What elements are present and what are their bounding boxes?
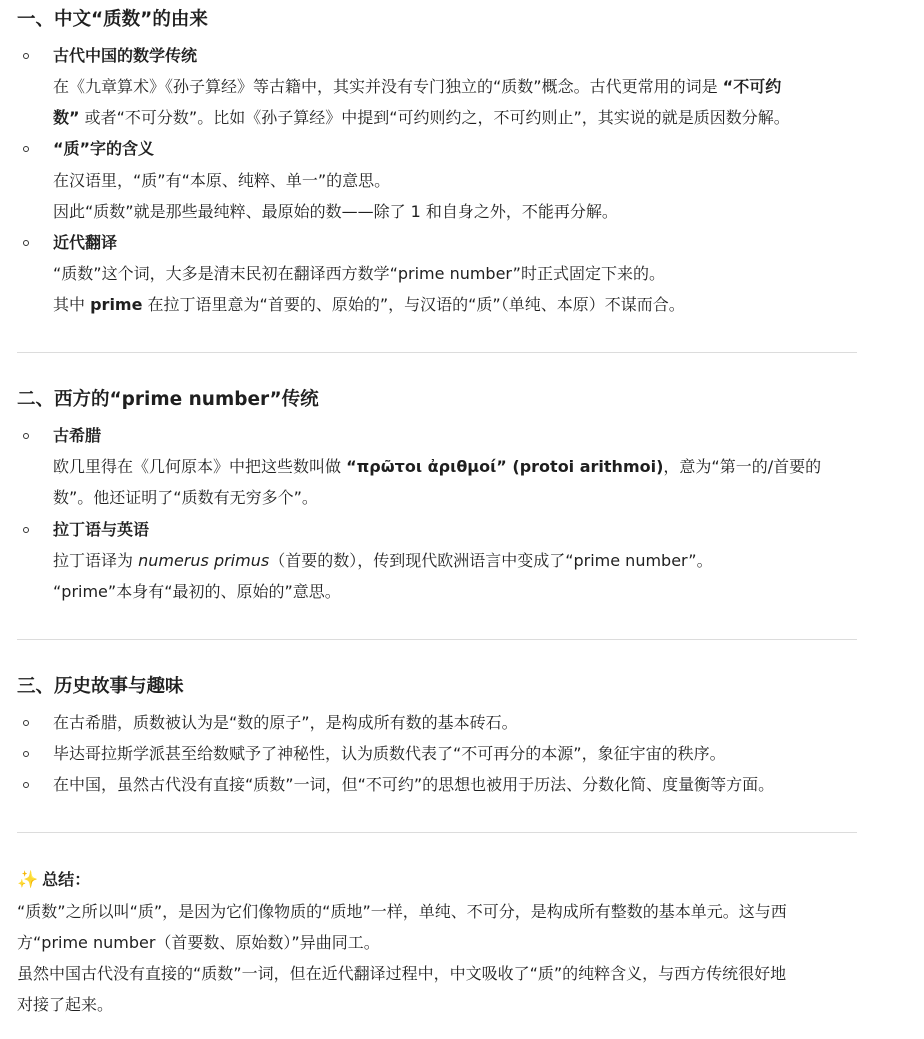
- divider: [17, 832, 857, 833]
- section-heading: 三、历史故事与趣味: [17, 676, 184, 697]
- item-text: 拉丁语译为 numerus primus（首要的数），传到现代欧洲语言中变成了“prime number”。: [53, 551, 713, 570]
- item-text: 在汉语里，“质”有“本原、纯粹、单一”的意思。: [53, 171, 391, 190]
- item-text: “质数”这个词，大多是清末民初在翻译西方数学“prime number”时正式固定下来的。: [53, 264, 665, 283]
- bullet-icon: [23, 146, 29, 152]
- bullet-icon: [23, 53, 29, 59]
- bullet-icon: [23, 782, 29, 788]
- item-text: 数” 或者“不可分数”。比如《孙子算经》中提到“可约则约之，不可约则止”，其实说的就是质因数分解。: [53, 108, 790, 127]
- bullet-icon: [23, 527, 29, 533]
- bullet-icon: [23, 240, 29, 246]
- summary-title: ✨ 总结：: [17, 870, 91, 890]
- bullet-icon: [23, 433, 29, 439]
- item-title: 古希腊: [53, 426, 102, 445]
- divider: [17, 639, 857, 640]
- section-heading: 一、中文“质数”的由来: [17, 9, 208, 30]
- item-text: 在《九章算术》《孙子算经》等古籍中，其实并没有专门独立的“质数”概念。古代更常用的词是 “不可约: [53, 77, 782, 96]
- divider: [17, 352, 857, 353]
- bullet-icon: [23, 720, 29, 726]
- item-text: 其中 prime 在拉丁语里意为“首要的、原始的”，与汉语的“质”（单纯、本原）不谋而合。: [53, 295, 685, 314]
- section-heading: 二、西方的“prime number”传统: [17, 389, 319, 410]
- item-text: 数”。他还证明了“质数有无穷多个”。: [53, 488, 318, 507]
- summary-text: 方“prime number（首要数、原始数）”异曲同工。: [17, 933, 380, 952]
- item-title: 近代翻译: [53, 233, 118, 252]
- summary-text: “质数”之所以叫“质”，是因为它们像物质的“质地”一样，单纯、不可分，是构成所有整数的基本单元。这与西: [17, 902, 787, 921]
- item-text: 因此“质数”就是那些最纯粹、最原始的数——除了 1 和自身之外，不能再分解。: [53, 202, 618, 221]
- item-title: 古代中国的数学传统: [53, 46, 198, 65]
- list-item: 在古希腊，质数被认为是“数的原子”，是构成所有数的基本砖石。: [53, 713, 518, 732]
- summary-text: 虽然中国古代没有直接的“质数”一词，但在近代翻译过程中，中文吸收了“质”的纯粹含义，与西方传统很好地: [17, 964, 787, 983]
- list-item: 在中国，虽然古代没有直接“质数”一词，但“不可约”的思想也被用于历法、分数化简、度量衡等方面。: [53, 775, 775, 794]
- bullet-icon: [23, 751, 29, 757]
- summary-text: 对接了起来。: [17, 995, 114, 1014]
- item-title: 拉丁语与英语: [53, 520, 150, 539]
- item-text: “prime”本身有“最初的、原始的”意思。: [53, 582, 341, 601]
- list-item: 毕达哥拉斯学派甚至给数赋予了神秘性，认为质数代表了“不可再分的本源”，象征宇宙的秩序。: [53, 744, 726, 763]
- item-title: “质”字的含义: [53, 139, 155, 158]
- sparkles-icon: ✨: [17, 870, 39, 890]
- item-text: 欧几里得在《几何原本》中把这些数叫做 “πρῶτοι ἀριθμοί” (protoi arithmoi)，意为“第一的/首要的: [53, 457, 822, 476]
